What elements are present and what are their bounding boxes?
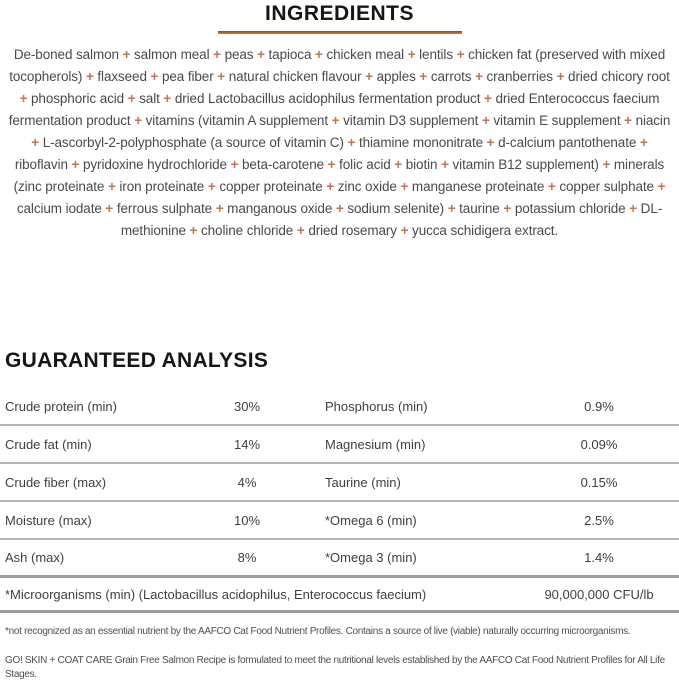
plus-separator: + — [452, 47, 469, 62]
nutrient-label: Ash (max) — [5, 550, 65, 565]
plus-separator: + — [67, 157, 83, 172]
nutrient-value: 30% — [233, 398, 261, 414]
plus-separator: + — [332, 201, 348, 216]
plus-separator: + — [146, 69, 162, 84]
plus-separator: + — [415, 69, 431, 84]
nutrient-value: 8% — [237, 550, 257, 565]
nutrient-value: 90,000,000 CFU/lb — [544, 586, 654, 602]
nutrient-value: 0.09% — [580, 436, 618, 452]
plus-separator: + — [396, 223, 413, 238]
table-row — [0, 464, 679, 502]
plus-separator: + — [185, 223, 201, 238]
plus-separator: + — [620, 113, 636, 128]
plus-separator: + — [396, 179, 412, 194]
nutrient-label: Crude protein (min) — [5, 398, 117, 414]
plus-separator: + — [226, 157, 243, 172]
plus-separator: + — [82, 69, 98, 84]
nutrient-label: Magnesium (min) — [325, 436, 426, 452]
table-row — [0, 388, 679, 426]
plus-separator: + — [104, 179, 120, 194]
plus-separator: + — [544, 179, 560, 194]
nutrient-label: *Omega 6 (min) — [325, 512, 417, 528]
table-row — [0, 502, 679, 540]
plus-separator: + — [483, 135, 499, 150]
plus-separator: + — [625, 201, 641, 216]
plus-separator: + — [204, 179, 220, 194]
nutrient-value: 10% — [233, 512, 261, 528]
plus-separator: + — [437, 157, 453, 172]
plus-separator: + — [212, 201, 228, 216]
nutrient-value: 14% — [233, 436, 261, 452]
plus-separator: + — [471, 69, 487, 84]
plus-separator: + — [636, 135, 648, 150]
plus-separator: + — [444, 201, 460, 216]
plus-separator: + — [328, 113, 344, 128]
asterisk-footnote: *not recognized as an essential nutrient by the AAFCO Cat Food Nutrient Profiles. Contains a source of live (viable) naturally occurring microorganisms. — [5, 626, 631, 637]
plus-separator: + — [361, 69, 377, 84]
plus-separator: + — [31, 135, 43, 150]
nutrient-value: 0.15% — [580, 474, 618, 490]
nutrient-value: 2.5% — [584, 512, 614, 528]
plus-separator: + — [324, 157, 340, 172]
plus-separator: + — [311, 47, 327, 62]
plus-separator: + — [552, 69, 569, 84]
plus-separator: + — [213, 69, 229, 84]
plus-separator: + — [130, 113, 146, 128]
table-row-microorganisms — [0, 578, 679, 613]
plus-separator: + — [653, 179, 666, 194]
guaranteed-analysis-table — [0, 388, 679, 613]
plus-separator: + — [101, 201, 117, 216]
plus-separator: + — [124, 91, 140, 106]
nutrient-value: 0.9% — [584, 398, 614, 414]
nutrient-label: Crude fat (min) — [5, 436, 92, 452]
nutrient-label: *Omega 3 (min) — [325, 550, 417, 565]
plus-separator: + — [598, 157, 614, 172]
ingredients-title: INGREDIENTS — [264, 2, 414, 25]
nutrient-value: 1.4% — [584, 550, 614, 565]
accent-divider — [218, 31, 462, 34]
plus-separator: + — [478, 113, 494, 128]
plus-separator: + — [19, 91, 31, 106]
plus-separator: + — [322, 179, 338, 194]
nutrient-label: Phosphorus (min) — [325, 398, 428, 414]
plus-separator: + — [499, 201, 515, 216]
guaranteed-analysis-title: GUARANTEED ANALYSIS — [5, 349, 269, 372]
nutrient-label: *Microorganisms (min) (Lactobacillus acidophilus, Enterococcus faecium) — [5, 586, 427, 602]
nutrient-value: 4% — [237, 474, 257, 490]
plus-separator: + — [480, 91, 496, 106]
plus-separator: + — [118, 47, 135, 62]
plus-separator: + — [343, 135, 359, 150]
table-row — [0, 426, 679, 464]
nutrient-label: Moisture (max) — [5, 512, 92, 528]
nutrient-label: Crude fiber (max) — [5, 474, 107, 490]
plus-separator: + — [390, 157, 406, 172]
ingredients-text: De-boned salmon + salmon meal + peas + tapioca + chicken meal + lentils + chicken fat (preserved with mixed tocopherols) + flaxseed + pea fiber + natural chicken flavour + apples + carrots + cranberries + dried chicory root + phosphoric acid + salt + dried Lactobacillus acidophilus fermentation product + dried Enterococcus faecium fermentation product + vitamins (vitamin A supplement + vitamin D3 supplement + vitamin E supplement + niacin + L-ascorbyl-2-polyphosphate (a source of vitamin C) + thiamine mononitrate + d-calcium pantothenate + riboflavin + pyridoxine hydrochloride + beta-carotene + folic acid + biotin + vitamin B12 supplement) + minerals (zinc proteinate + iron proteinate + copper proteinate + zinc oxide + manganese proteinate + copper sulphate + calcium iodate + ferrous sulphate + manganous oxide + sodium selenite) + taurine + potassium chloride + DL-methionine + choline chloride + dried rosemary + yucca schidigera extract. — [8, 47, 671, 238]
plus-separator: + — [293, 223, 309, 238]
plus-separator: + — [209, 47, 225, 62]
nutrient-label: Taurine (min) — [325, 474, 401, 490]
table-row — [0, 540, 679, 578]
plus-separator: + — [159, 91, 175, 106]
plus-separator: + — [404, 47, 420, 62]
aafco-statement: GO! SKIN + COAT CARE Grain Free Salmon Recipe is formulated to meet the nutritional levels established by the AAFCO Cat Food Nutrient Profiles for All Life Stages. — [5, 655, 665, 680]
plus-separator: + — [253, 47, 269, 62]
